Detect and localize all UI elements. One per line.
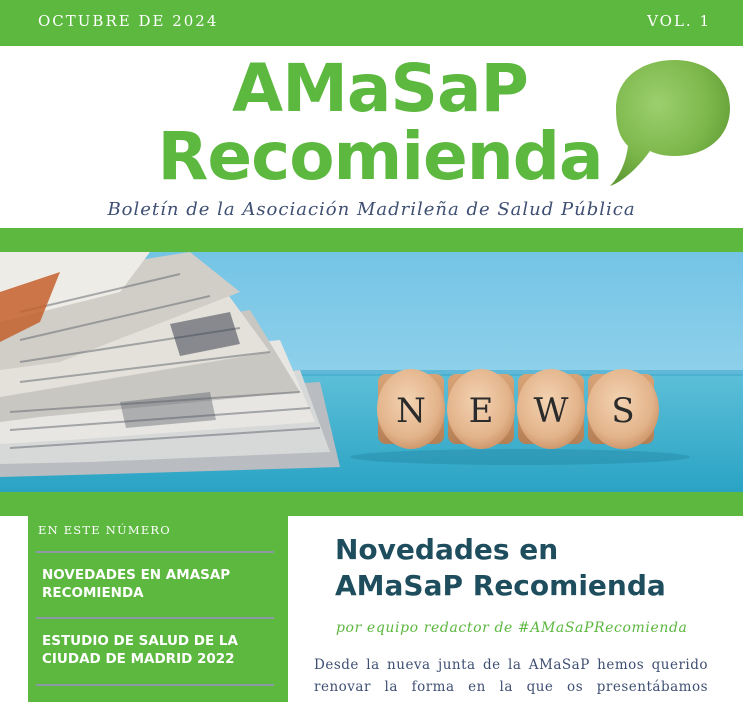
- green-band-top: [0, 228, 743, 252]
- newsletter-title-line1: AMaSaP: [232, 50, 528, 127]
- sidebar-item-label: ESTUDIO DE SALUD DE LA: [42, 633, 238, 649]
- speech-bubble-icon: [608, 58, 732, 188]
- masthead: [0, 46, 743, 228]
- sidebar-in-this-issue: [28, 516, 288, 702]
- sidebar-item-label: NOVEDADES EN AMASAP: [42, 567, 231, 583]
- sidebar-item-label: CIUDAD DE MADRID 2022: [42, 651, 235, 667]
- green-band-bottom: [0, 492, 743, 516]
- sidebar-divider: [36, 684, 274, 686]
- sidebar-item-estudio-salud[interactable]: [42, 632, 272, 668]
- article-body-line: Desde la nueva junta de la AMaSaP hemos querido: [314, 657, 708, 673]
- sidebar-item-novedades[interactable]: [42, 566, 272, 602]
- sidebar-divider: [36, 617, 274, 619]
- article-title-line2: AMaSaP Recomienda: [335, 569, 666, 602]
- news-letter-w: W: [533, 391, 569, 431]
- article-byline: por equipo redactor de #AMaSaPRecomienda: [336, 620, 688, 636]
- news-letter-n: N: [396, 391, 426, 431]
- article-title-line1: Novedades en: [335, 533, 559, 566]
- sidebar-heading: EN ESTE NÚMERO: [38, 523, 171, 537]
- news-letter-s: S: [611, 391, 635, 431]
- sidebar-item-label: RECOMIENDA: [42, 585, 144, 601]
- issue-date: OCTUBRE DE 2024: [38, 12, 219, 30]
- article-body: [314, 654, 708, 698]
- news-letter-e: E: [468, 391, 494, 431]
- newspapers-news-illustration: [0, 252, 743, 492]
- issue-volume: VOL. 1: [647, 12, 711, 30]
- newsletter-title-line2: Recomienda: [157, 118, 603, 195]
- article-novedades: [288, 516, 743, 702]
- article-body-line: renovar la forma en la que os presentábamos: [314, 679, 708, 695]
- sidebar-divider: [36, 551, 274, 553]
- article-title: [335, 532, 666, 604]
- newsletter-subtitle: Boletín de la Asociación Madrileña de Salud Pública: [107, 199, 636, 220]
- hero-image: [0, 252, 743, 492]
- top-bar: [0, 0, 743, 46]
